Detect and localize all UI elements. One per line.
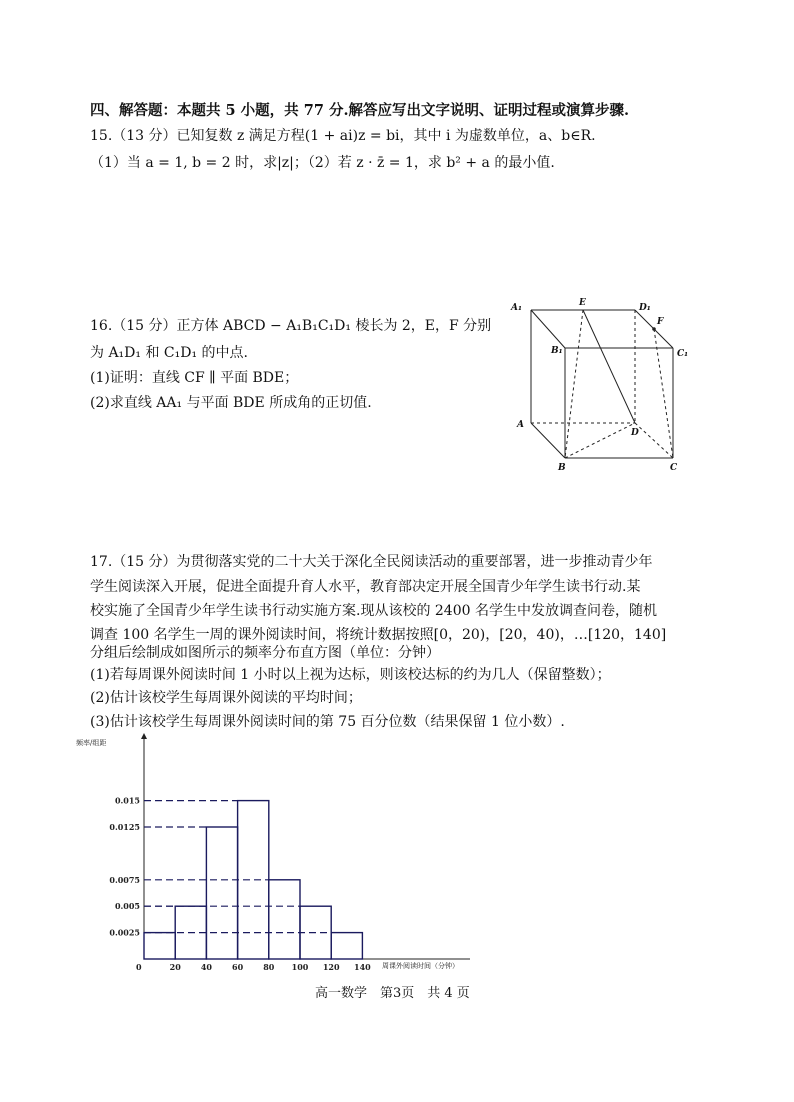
x-tick-label: 40 bbox=[200, 962, 212, 972]
edge-dc-hidden bbox=[635, 423, 673, 458]
point-f bbox=[652, 327, 656, 331]
label-f: F bbox=[657, 317, 664, 327]
label-b: B bbox=[558, 463, 566, 473]
q16-line4: (2)求直线 AA₁ 与平面 BDE 所成角的正切值. bbox=[90, 395, 372, 411]
y-axis-label: 频率/组距 bbox=[76, 739, 107, 747]
segment-bd bbox=[565, 423, 635, 458]
q17-line8: (3)估计该校学生每周课外阅读时间的第 75 百分位数（结果保留 1 位小数）. bbox=[90, 714, 565, 730]
q17-line1: 17.（15 分）为贯彻落实党的二十大关于深化全民阅读活动的重要部署，进一步推动青少年 bbox=[90, 554, 653, 570]
y-tick-label: 0.0075 bbox=[109, 874, 140, 885]
q16-line2: 为 A₁D₁ 和 C₁D₁ 的中点. bbox=[90, 345, 248, 361]
q15-line1: 15.（13 分）已知复数 z 满足方程(1 + ai)z = bi，其中 i 为虚数单位，a、b∈R. bbox=[90, 128, 596, 144]
label-c: C bbox=[670, 463, 678, 473]
edge-ab bbox=[531, 423, 565, 458]
label-b1: B₁ bbox=[551, 346, 563, 356]
label-e: E bbox=[579, 298, 586, 308]
histogram-bar bbox=[331, 933, 362, 959]
segment-ed bbox=[583, 310, 635, 423]
x-tick-label: 120 bbox=[322, 962, 340, 972]
label-d1: D₁ bbox=[639, 303, 651, 313]
cube-figure bbox=[505, 290, 705, 475]
q16-line1: 16.（15 分）正方体 ABCD − A₁B₁C₁D₁ 棱长为 2，E，F 分别 bbox=[90, 318, 492, 334]
q17-line5: 分组后绘制成如图所示的频率分布直方图（单位：分钟） bbox=[90, 645, 440, 661]
x-tick-label: 100 bbox=[291, 962, 309, 972]
y-tick-label: 0.0025 bbox=[109, 927, 140, 938]
y-tick-label: 0.0125 bbox=[109, 822, 140, 832]
histogram-bar bbox=[144, 933, 175, 959]
y-tick-label: 0.005 bbox=[114, 901, 140, 912]
segment-eb bbox=[565, 310, 583, 458]
q17-line6: (1)若每周课外阅读时间 1 小时以上视为达标，则该校达标的约为几人（保留整数）； bbox=[90, 667, 611, 683]
q17-line7: (2)估计该校学生每周课外阅读的平均时间； bbox=[90, 690, 362, 706]
x-axis-label: 周课外阅读时间（分钟） bbox=[382, 962, 459, 970]
section-heading: 四、解答题：本题共 5 小题，共 77 分.解答应写出文字说明、证明过程或演算步骤. bbox=[90, 102, 630, 119]
q15-line2: （1）当 a = 1, b = 2 时，求|z|；（2）若 z · z̄ = 1，求 b² + a 的最小值. bbox=[90, 155, 555, 171]
x-tick-label: 80 bbox=[263, 962, 275, 972]
q17-line2: 学生阅读深入开展，促进全面提升育人水平，教育部决定开展全国青少年学生读书行动.某 bbox=[90, 579, 641, 595]
page-footer: 高一数学 第3页 共 4 页 bbox=[315, 986, 470, 1001]
histogram-bar bbox=[269, 880, 300, 959]
label-a1: A₁ bbox=[511, 303, 522, 313]
label-d: D bbox=[631, 428, 639, 438]
histogram-bar bbox=[206, 827, 237, 959]
histogram bbox=[60, 732, 480, 982]
label-a: A bbox=[517, 420, 524, 430]
origin-label: 0 bbox=[136, 962, 142, 972]
edge-a1b1 bbox=[531, 310, 565, 348]
label-c1: C₁ bbox=[677, 349, 689, 359]
y-tick-label: 0.015 bbox=[114, 795, 140, 806]
x-tick-label: 60 bbox=[232, 962, 244, 972]
q16-line3: (1)证明：直线 CF ∥ 平面 BDE； bbox=[90, 370, 299, 386]
q17-line3: 校实施了全国青少年学生读书行动实施方案.现从该校的 2400 名学生中发放调查问卷，随机 bbox=[90, 603, 657, 619]
x-tick-label: 20 bbox=[169, 962, 181, 972]
x-tick-label: 140 bbox=[354, 962, 371, 972]
histogram-bar bbox=[238, 801, 269, 959]
q17-line4: 调查 100 名学生一周的课外阅读时间，将统计数据按照[0，20)，[20，40)，…[120，140] bbox=[90, 627, 667, 643]
